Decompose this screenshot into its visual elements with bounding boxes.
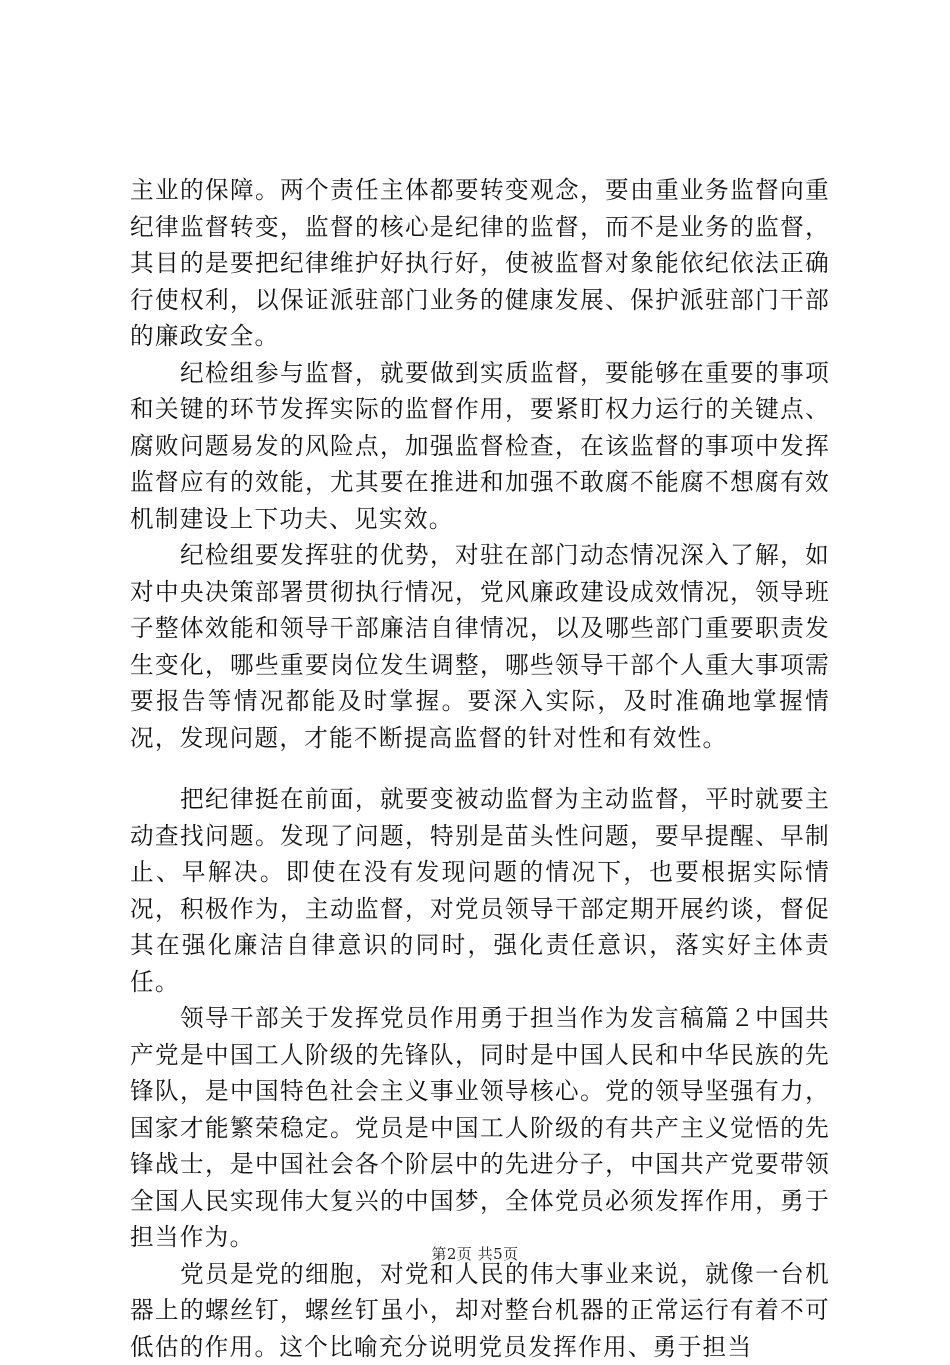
paragraph: 纪检组参与监督，就要做到实质监督，要能够在重要的事项和关键的环节发挥实际的监督作用，要紧盯权力运行的关键点、腐败问题易发的风险点，加强监督检查，在该监督的事项中发挥监督应有的效能，尤其要在推进和加强不敢腐不能腐不想腐有效机制建设上下功夫、见实效。: [130, 355, 830, 538]
page-number-footer: 第2页 共5页: [0, 1244, 950, 1264]
paragraph: 党员是党的细胞，对党和人民的伟大事业来说，就像一台机器上的螺丝钉，螺丝钉虽小，却对整台机器的正常运行有着不可低估的作用。这个比喻充分说明党员发挥作用、勇于担当: [130, 1256, 830, 1365]
paragraph-spacer: [130, 756, 830, 781]
document-body: [130, 172, 830, 1365]
paragraph: 领导干部关于发挥党员作用勇于担当作为发言稿篇２中国共产党是中国工人阶级的先锋队，同时是中国人民和中华民族的先锋队，是中国特色社会主义事业领导核心。党的领导坚强有力，国家才能繁荣稳定。党员是中国工人阶级的有共产主义觉悟的先锋战士，是中国社会各个阶层中的先进分子，中国共产党要带领全国人民实现伟大复兴的中国梦，全体党员必须发挥作用，勇于担当作为。: [130, 1000, 830, 1256]
paragraph: 纪检组要发挥驻的优势，对驻在部门动态情况深入了解，如对中央决策部署贯彻执行情况，党风廉政建设成效情况，领导班子整体效能和领导干部廉洁自律情况，以及哪些部门重要职责发生变化，哪些重要岗位发生调整，哪些领导干部个人重大事项需要报告等情况都能及时掌握。要深入实际，及时准确地掌握情况，发现问题，才能不断提高监督的针对性和有效性。: [130, 537, 830, 756]
paragraph: 把纪律挺在前面，就要变被动监督为主动监督，平时就要主动查找问题。发现了问题，特别是苗头性问题，要早提醒、早制止、早解决。即使在没有发现问题的情况下，也要根据实际情况，积极作为，主动监督，对党员领导干部定期开展约谈，督促其在强化廉洁自律意识的同时，强化责任意识，落实好主体责任。: [130, 781, 830, 1000]
paragraph: 主业的保障。两个责任主体都要转变观念，要由重业务监督向重纪律监督转变，监督的核心是纪律的监督，而不是业务的监督，其目的是要把纪律维护好执行好，使被监督对象能依纪依法正确行使权利，以保证派驻部门业务的健康发展、保护派驻部门干部的廉政安全。: [130, 172, 830, 355]
